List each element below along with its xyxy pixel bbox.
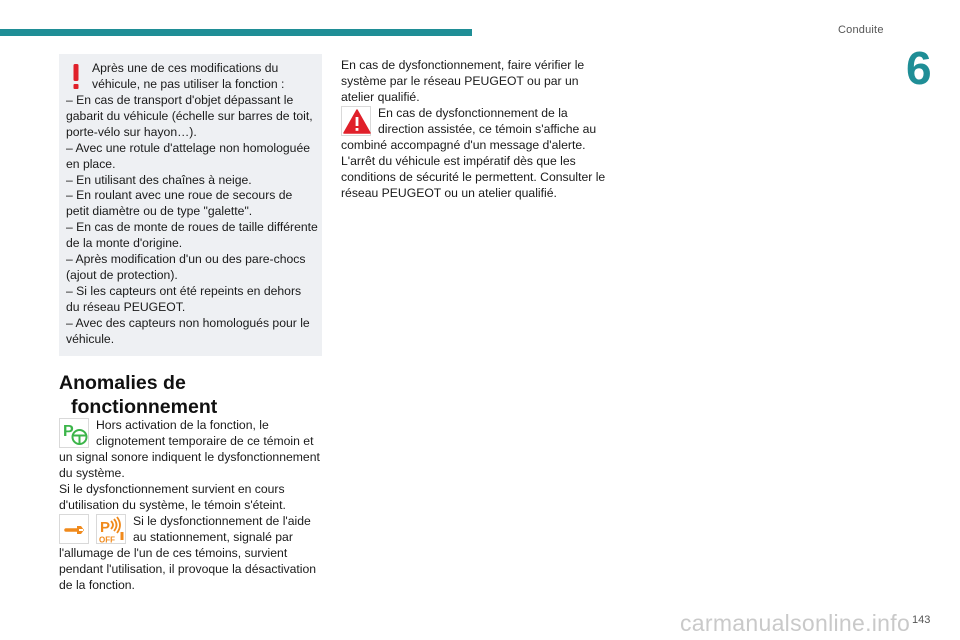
watermark: carmanualsonline.info xyxy=(680,610,911,636)
section-title xyxy=(59,371,217,419)
park-steering-icon xyxy=(60,419,90,449)
wrench-icon xyxy=(60,515,90,545)
park-sensor-icon xyxy=(97,515,127,545)
park-sensor-off-icon xyxy=(96,514,126,544)
section-title-line2: fonctionnement xyxy=(71,396,218,418)
warning-list xyxy=(66,93,318,348)
paragraph-have-checked: En cas de dysfonctionnement, faire vérifier le système par le réseau PEUGEOT ou par un atelier qualifié. xyxy=(341,58,585,104)
paragraph-park-assist-first: Hors activation de la fonction, le clignotement temporaire de ce témoin et xyxy=(96,418,314,448)
paragraph-power-steering-first: En cas de dysfonctionnement de la direction assistée, ce témoin s'affiche au xyxy=(378,106,597,136)
list-item: – En cas de transport d'objet dépassant le gabarit du véhicule (échelle sur barres de toit, porte-vélo sur hayon…). xyxy=(66,93,313,139)
section-title-line1: Anomalies de xyxy=(59,372,186,394)
paragraph-system-off: Si le dysfonctionnement survient en cours d'utilisation du système, le témoin s'éteint. xyxy=(59,482,286,512)
park-assist-warning-icon xyxy=(59,418,89,448)
list-item: – Si les capteurs ont été repeints en dehors du réseau PEUGEOT. xyxy=(66,283,302,314)
list-item: – Après modification d'un ou des pare-chocs (ajout de protection). xyxy=(66,252,306,282)
exclamation-icon xyxy=(70,64,82,90)
page-number: 143 xyxy=(912,614,931,626)
paragraph-park-assist-rest: un signal sonore indiquent le dysfonctionnement du système. xyxy=(59,450,320,480)
list-item: – En roulant avec une roue de secours de petit diamètre ou de type "galette". xyxy=(66,188,293,219)
list-item: – En utilisant des chaînes à neige. xyxy=(66,172,252,187)
steering-warning-icon xyxy=(341,106,371,136)
list-item: – En cas de monte de roues de taille différente de la monte d'origine. xyxy=(66,220,318,251)
header-accent-bar xyxy=(0,29,472,36)
list-item: – Avec une rotule d'attelage non homologuée en place. xyxy=(66,140,311,171)
svg-text:P: P xyxy=(100,519,111,536)
list-item: – Avec des capteurs non homologués pour le véhicule. xyxy=(66,315,310,346)
svg-text:P: P xyxy=(63,423,74,440)
chapter-number: 6 xyxy=(906,42,932,94)
header-section-title: Conduite xyxy=(838,24,884,36)
off-label: OFF xyxy=(99,535,115,545)
warning-triangle-icon xyxy=(342,107,372,137)
service-warning-icon xyxy=(59,514,89,544)
paragraph-parking-aid-rest: l'allumage de l'un de ces témoins, survient pendant l'utilisation, il provoque la désactivation de la fonction. xyxy=(59,546,317,592)
paragraph-parking-aid-first: Si le dysfonctionnement de l'aide au stationnement, signalé par xyxy=(133,514,311,544)
warning-intro: Après une de ces modifications du véhicule, ne pas utiliser la fonction : xyxy=(92,61,285,91)
paragraph-power-steering-rest: combiné accompagné d'un message d'alerte. L'arrêt du véhicule est impératif dès que les conditions de sécurité le permettent. Consulter le réseau PEUGEOT ou un atelier qualifié. xyxy=(341,138,606,200)
